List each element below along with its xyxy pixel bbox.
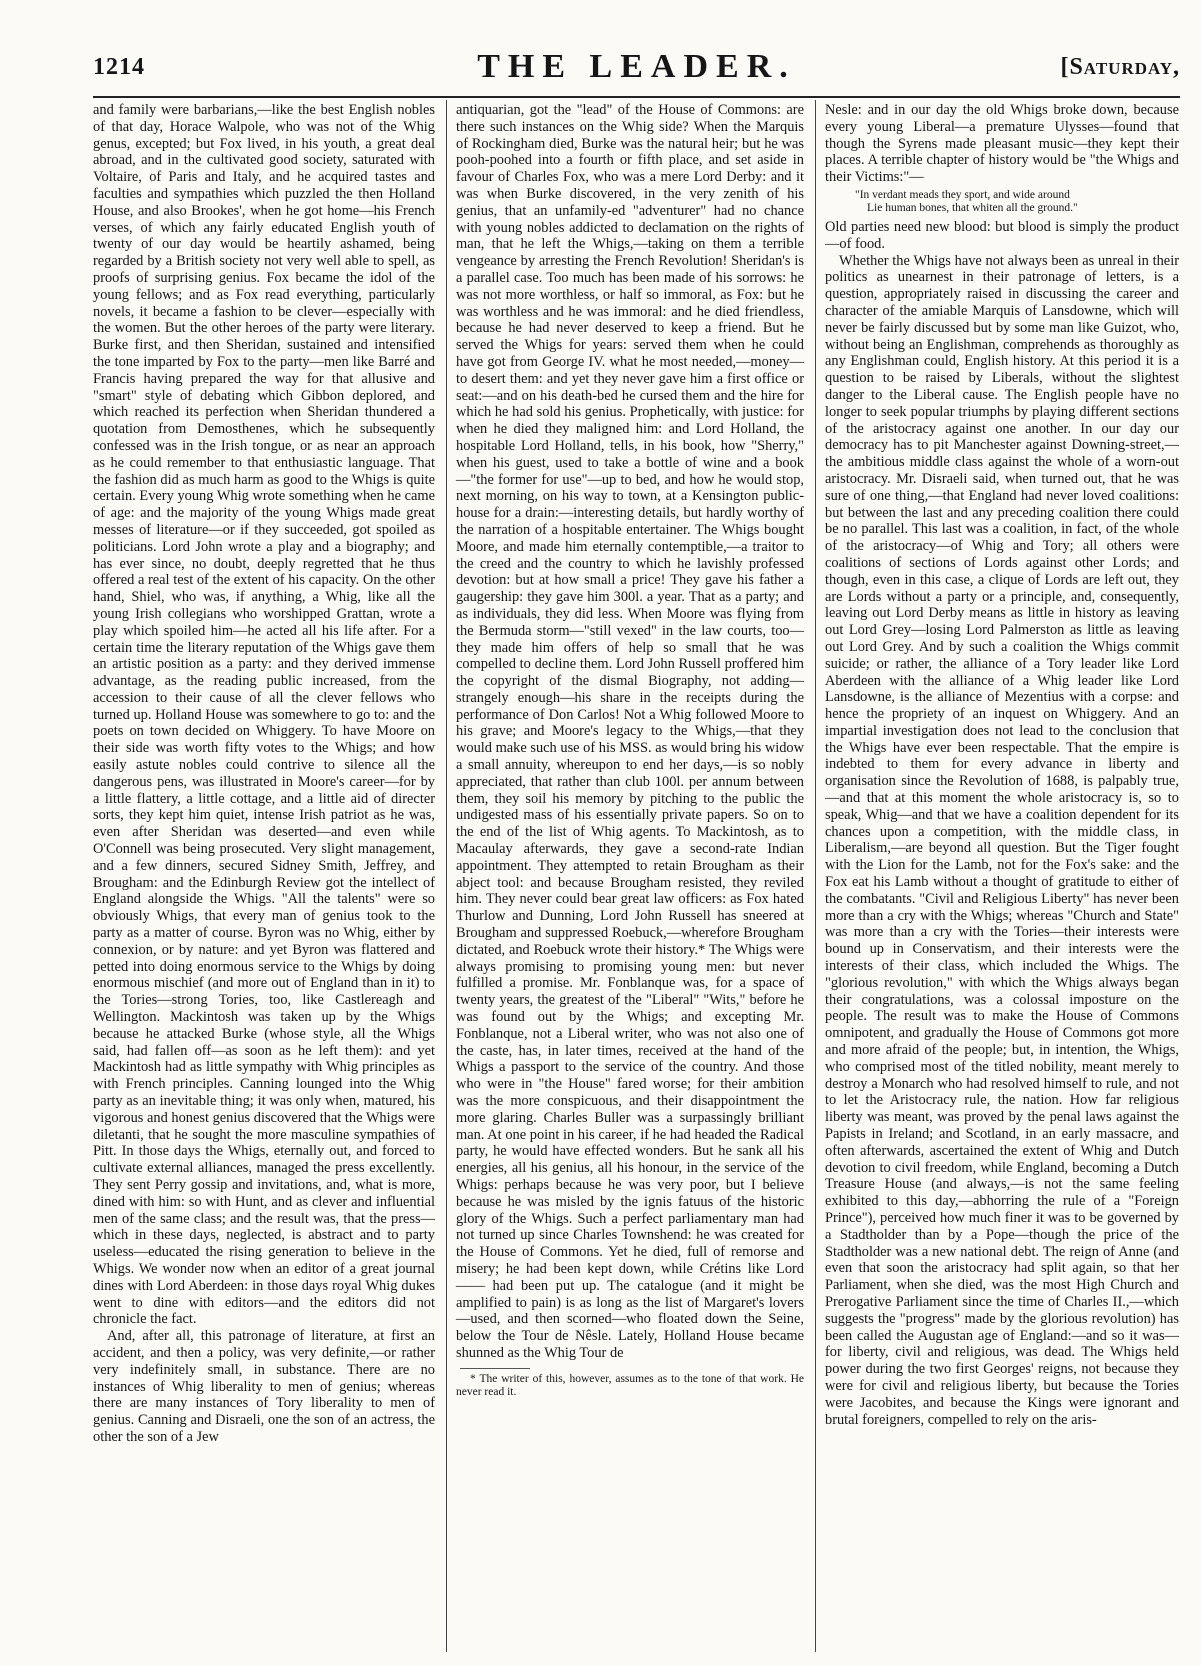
issue-day: [Saturday, bbox=[1060, 54, 1180, 80]
masthead bbox=[93, 46, 1180, 88]
footnote-rule bbox=[460, 1368, 530, 1369]
article-paragraph: And, after all, this patronage of literature, at first an accident, and then a policy, was very definite,—or rather very indefinitely small, in substance. There are no instances of Whig liberality to men of genius; whereas there are many instances of Tory liberality to men of genius. Canning and Disraeli, one the son of an actress, the other the son of a Jew bbox=[93, 1328, 435, 1445]
verse-line: "In verdant meads they sport, and wide around bbox=[855, 188, 1070, 201]
column-divider bbox=[446, 100, 447, 1652]
article-paragraph: Old parties need new blood: but blood is simply the product—of food. bbox=[825, 218, 1179, 252]
newspaper-title: THE LEADER. bbox=[477, 48, 796, 85]
page-number: 1214 bbox=[93, 54, 145, 80]
column-middle bbox=[456, 102, 804, 1400]
column-left bbox=[93, 102, 435, 1446]
article-paragraph: Nesle: and in our day the old Whigs broke down, because every young Liberal—a premature Ulysses—found that though the Syrens made pleasant music—they kept their places. A terrible chapter of history would be "the Whigs and their Victims:"— bbox=[825, 102, 1179, 186]
article-paragraph: and family were barbarians,—like the best English nobles of that day, Horace Walpole, who was not of the Whig genus, excepted; but Fox lived, in his youth, a great deal abroad, and in the cultivated good society, saturated with Voltaire, of Paris and Italy, and he acquired tastes and faculties and sympathies which puzzled the then Holland House, and also Brookes', when he got home—his French verses, of which any fairly educated English youth of twenty of our day would be heartily ashamed, being regarded by a British society not very well able to spell, as proofs of surprising genius. Fox became the idol of the young fellows; and as Fox read everything, particularly novels, it became a fashion to be clever—especially with the women. But the other heroes of the party were literary. Burke first, and then Sheridan, sustained and intensified the tone imparted by Fox to the party—men like Barré and Francis having prepared the way for that allusive and "smart" style of debating which Gibbon deplored, and which reached its perfection when Sheridan thundered a quotation from Demosthenes, which he subsequently confessed was in the Irish tongue, or as near an approach as he could remember to that enthusiastic language. That the fashion did as much harm as good to the Whigs is quite certain. Every young Whig wrote something when he came of age: and the majority of the young Whigs made great messes of literature—or if they succeeded, got spoiled as politicians. Lord John wrote a play and a biography; and has ever since, no doubt, deeply regretted that he thus offered a real test of the extent of his capacity. On the other hand, Shiel, who was, if anything, a Whig, like all the young Irish collegians who worshipped Grattan, wrote a play which spoiled him—he acted all his life after. For a certain time the literary reputation of the Whigs gave them an artistic position as a party: and they derived immense advantage, as the reading public increased, from the accession to their cause of all the clever fellows who turned up. Holland House was somewhere to go to: and the poets on town decided on Whiggery. To have Moore on their side was worth fifty votes to the Whigs; and how easily astute nobles could contrive to silence all the dangerous pens, was illustrated in Moore's career—for by a little flattery, a little cottage, and a little aid of directer sorts, they kept him quiet, intense Irish patriot as he was, even after Sheridan was deserted—and even while O'Connell was being prosecuted. Very slight management, and a few dinners, secured Sidney Smith, Jeffrey, and Brougham: and the Edinburgh Review got the intellect of England alongside the Whigs. "All the talents" were so obviously Whigs, that every man of genius took to the party as a matter of course. Byron was no Whig, either by connexion, or by nature: and yet Byron was flattered and petted into doing enormous service to the Whigs by doing enormous mischief (and more out of England than in it) to the Tories—strong Tories, too, like Castlereagh and Wellington. Mackintosh was taken up by the Whigs because he attacked Burke (whose style, all the Whigs said, had fallen off—as soon as he left them): and yet Mackintosh had as little sympathy with Whig principles as with French principles. Canning lounged into the Whig party as an inevitable thing; it was only when, matured, his vigorous and honest genius discovered that the Whigs were diletanti, that he sought the more masculine sympathies of Pitt. In those days the Whigs, eternally out, and forced to cultivate external alliances, managed the press excellently. They sent Perry gossip and invitations, and, what is more, dined with him: so with Hunt, and as clever and influential men of the same class; and the result was, that the press—which in these days, neglected, is abstract and to party useless—educated the rising generation to believe in the Whigs. We wonder now when an editor of a great journal dines with Lord Aberdeen: in those days royal Whig dukes went to dine with editors—and the editors did not chronicle the fact. bbox=[93, 102, 435, 1328]
article-paragraph: Whether the Whigs have not always been as unreal in their politics as unearnest in their patronage of letters, is a question, appropriately raised in discussing the career and character of the amiable Marquis of Lansdowne, which will never be fairly discussed but by some man like Guizot, who, without being an Englishman, comprehends as thoroughly as any Englishman could, English history. At this period it is a question to be raised by Liberals, without the slightest danger to the Liberal cause. The English people have no longer to seek popular triumphs by playing different sections of the aristocracy against one another. In our day our democracy has to pit Manchester against Downing-street,—the ambitious middle class against the whole of a worn-out aristocracy. Mr. Disraeli said, when turned out, that he was sure of one thing,—that England had never loved coalitions: but between the last and any preceding coalition there could be no parallel. This last was a coalition, in fact, of the whole of the aristocracy—of Whig and Tory; all others were coalitions of sections of Lords against other Lords; and though, even in this case, a clique of Lords are left out, they are Lords without a party or a principle, and, consequently, leaving out Lord Derby means as little in history as leaving out Lord Grey—losing Lord Palmerston as little as leaving out Lord Grey. And by such a coalition the Whigs commit suicide; or rather, the alliance of a Tory leader like Lord Aberdeen with the alliance of a Whig leader like Lord Lansdowne, is the alliance of Mezentius with a corpse: and hence the propriety of an inquest on Whiggery. And an impartial investigation does not lead to the conclusion that the Whigs have ever been respectable. That the empire is indebted to them for every advance in liberty and organisation since the Revolution of 1688, is palpably true,—and that at this moment the whole aristocracy is, so to speak, Whig—and that we have a coalition dependent for its chances upon a competition, with the middle class, in Liberalism,—are beyond all question. But the Tiger fought with the Lion for the Lamb, not for the Fox's sake: and the Fox eat his Lamb without a thought of gratitude to either of the combatants. "Civil and Religious Liberty" has never been more than a cry with the Whigs; whereas "Church and State" was more than a cry with the Tories—their interests were bound up in Conservatism, and their interests were the interests of their class, which included the Whigs. The "glorious revolution," with which the Whigs always began their congratulations, was a colossal imposture on the people. The result was to make the House of Commons omnipotent, and gradually the House of Commons got more and more afraid of the people; but, in intention, the Whigs, who comprised most of the titled nobility, meant merely to destroy a Monarch who had resolved himself to rule, and not to let the Aristocracy rule, the nation. How far religious liberty was meant, was proved by the penal laws against the Papists in Ireland; and Scotland, in an early massacre, and often afterwards, ascertained the extent of Whig and Dutch devotion to civil freedom, while England, becoming a Dutch Treasure House (and always,—is not the same feeling exhibited to this day,—abhorring the rule of a "Foreign Prince"), perceived how much finer it was to be governed by a Stadtholder than by a Pope—though the price of the Stadtholder was a new national debt. The reign of Anne (and even that soon the aristocracy had split again, so that her Parliament, when she died, was the most High Church and Prerogative Parliament since the time of Charles II.,—which suggests the "progress" made by the glorious revolution) has been called the Augustan age of England:—and so it was—for liberty, civil and religious, was dead. The Whigs held power during the two first Georges' reigns, not because they were for civil and religious liberty, but because the Tories were Jacobites, and because the Kings were ignorant and brutal foreigners, compelled to rely on the aris- bbox=[825, 252, 1179, 1428]
footnote: * The writer of this, however, assumes as to the tone of that work. He never read it. bbox=[456, 1372, 804, 1399]
column-right bbox=[825, 102, 1179, 1428]
verse-line: Lie human bones, that whiten all the ground." bbox=[867, 202, 1078, 215]
header-rule bbox=[93, 96, 1180, 98]
article-paragraph: antiquarian, got the "lead" of the House of Commons: are there such instances on the Whig side? When the Marquis of Rockingham died, Burke was the natural heir; but he was pooh-poohed into a fourth or fifth place, and set aside in favour of Charles Fox, who was a mere Lord Derby: and it was when Burke discovered, in the very zenith of his genius, that an unfamily-ed "adventurer" had no chance with young nobles addicted to declamation on the rights of man, that he left the Whigs,—taking on them a terrible vengeance by arresting the French Revolution! Sheridan's is a parallel case. Too much has been made of his sorrows: he was not more worthless, or half so immoral, as Fox: but he was worthless and he was immoral: and he died friendless, because he had never deserved to keep a friend. But he served the Whigs for years: served them when he could have got from George IV. what he most needed,—money—to desert them: and yet they never gave him a first office or seat:—and on his death-bed he cursed them and the hire for which he had sold his genius. Prophetically, with justice: for when he died they maligned him: and Lord Holland, the hospitable Lord Holland, tells, in his book, how "Sherry," when his guest, used to take a bottle of wine and a book—"the former for use"—up to bed, and how he would stop, next morning, on his way to town, at a Kensington public-house for a drain:—interesting details, but hardly worthy of the narration of a hospitable entertainer. The Whigs bought Moore, and made him eternally contemptible,—a traitor to the creed and the country to which he lavishly professed devotion: but at how small a price! They gave his father a gaugership: they gave him 300l. a year. That as a party; and as individuals, they did less. When Moore was flying from the Bermuda storm—"still vexed" in the law courts, too—they made him offers of help so small that he was compelled to decline them. Lord John Russell proffered him the copyright of the dismal Biography, not adding—strangely enough—his share in the receipts during the performance of Don Carlos! Not a Whig followed Moore to his grave; and Moore's legacy to the Whigs,—that they would make such use of his MSS. as would bring his widow a small annuity, whereupon to end her days,—is so nobly appreciated, that rather than club 100l. per annum between them, they soil his memory by pitching to the public the undigested mass of his essentially private papers. So on to the end of the list of Whig agents. To Mackintosh, as to Macaulay afterwards, they gave a second-rate Indian appointment. They attempted to retain Brougham as their abject tool: and because Brougham resisted, they reviled him. They never could bear great law officers: as Fox hated Thurlow and Dunning, Lord John Russell has sneered at Brougham and suppressed Roebuck,—wherefore Brougham dictated, and Roebuck wrote their history.* The Whigs were always promising to promising young men: but never fulfilled a promise. Mr. Fonblanque was, for a space of twenty years, the greatest of the "Liberal" "Wits," before he was found out by the Whigs; and excepting Mr. Fonblanque, not a Liberal writer, who was not also one of the caste, has, in later times, received at the hand of the Whigs a passport to the service of the country. And those who were in "the House" fared worse; for their ambition was the more conspicuous, and their disappointment the more glaring. Charles Buller was a surpassingly brilliant man. At one point in his career, if he had headed the Radical party, he would have effected wonders. But he sank all his energies, all his genius, all his honour, in the service of the Whigs: perhaps because he was very poor, but I believe because he was misled by the ignis fatuus of the historic glory of the Whigs. Such a perfect parliamentary man had not turned up since Charles Townshend: he was created for the House of Commons. Yet he died, full of remorse and misery; he had been kept down, while Crétins like Lord —— had been put up. The catalogue (and it might be amplified to pain) is as long as the list of Margaret's lovers—used, and then scorned—who floated down the Seine, below the Tour de Nêsle. Lately, Holland House became shunned as the Whig Tour de bbox=[456, 102, 804, 1361]
column-divider bbox=[815, 100, 816, 1652]
verse-quotation bbox=[855, 189, 1179, 216]
